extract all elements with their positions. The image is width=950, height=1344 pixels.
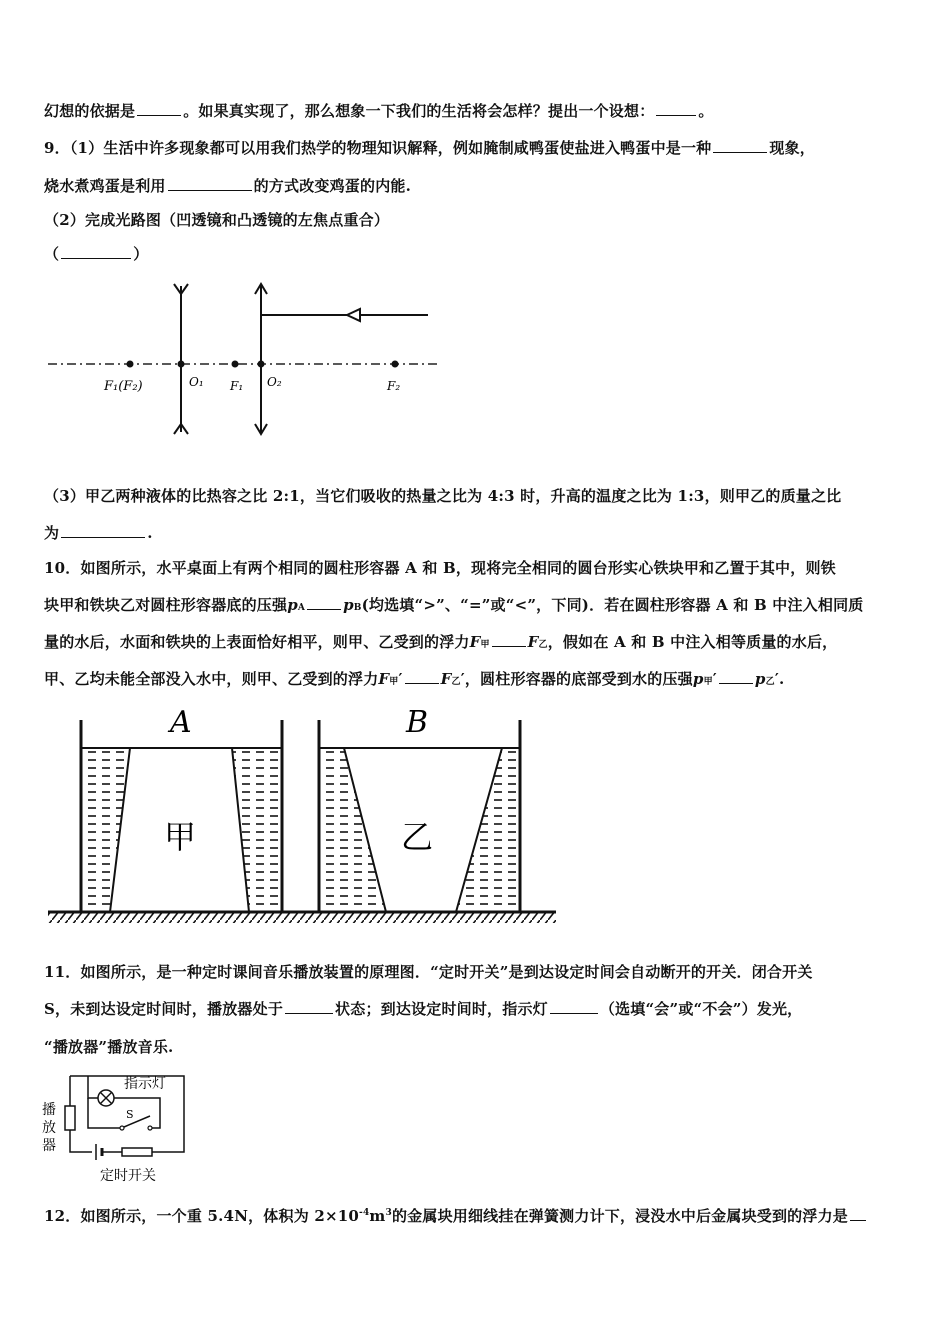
q10-line-2: 块甲和铁块乙对圆柱形容器底的压强pA pB(均选填“>”、“=”或“<”，下同)．若在圆柱形容器 A 和 B 中注入相同质 (44, 596, 864, 614)
q10-line-4: 甲、乙均未能全部没入水中，则甲、乙受到的浮力F甲′ F乙′，圆柱形容器的底部受到水的压强p甲′ p乙′. (44, 670, 785, 688)
q10-line-1: 10．如图所示，水平桌面上有两个相同的圆柱形容器 A 和 B，现将完全相同的圆台形实心铁块甲和乙置于其中，则铁 (44, 559, 836, 577)
point-o2 (258, 361, 265, 368)
label-o2: O₂ (267, 375, 282, 389)
answer-blank[interactable] (713, 138, 767, 153)
q11-line-2: S，未到达设定时间时，播放器处于 状态；到达设定时间时，指示灯 （选填“会”或“不会”）发光， (44, 1000, 803, 1018)
q10-line-3: 量的水后，水面和铁块的上表面恰好相平，则甲、乙受到的浮力F甲 F乙，假如在 A 和 B 中注入相等质量的水后， (44, 633, 838, 651)
label-jia: 甲 (164, 818, 197, 856)
point-o1 (178, 361, 185, 368)
label-player-3: 器 (42, 1138, 56, 1154)
label-a: A (170, 705, 192, 740)
container-b (319, 705, 520, 912)
label-player-2: 放 (42, 1120, 56, 1136)
answer-blank[interactable] (405, 669, 439, 684)
q9-part-3: （3）甲乙两种液体的比热容之比 2:1，当它们吸收的热量之比为 4:3 时，升高的温度之比为 1:3，则甲乙的质量之比 (44, 487, 842, 505)
label-f1: F₁ (230, 379, 244, 393)
answer-blank[interactable] (492, 632, 526, 647)
label-player-1: 播 (42, 1102, 56, 1118)
label-timer: 定时开关 (100, 1168, 156, 1184)
point-f1f2 (127, 361, 134, 368)
q9-part-3-answer: 为 . (44, 524, 153, 542)
answer-blank[interactable] (850, 1206, 866, 1221)
circuit-diagram (40, 1068, 220, 1186)
answer-blank[interactable] (719, 669, 753, 684)
answer-blank[interactable] (550, 999, 598, 1014)
label-f1f2: F₁(F₂) (104, 379, 143, 394)
label-b: B (406, 705, 429, 740)
answer-blank[interactable] (285, 999, 333, 1014)
q11-line-3: “播放器”播放音乐. (44, 1038, 174, 1056)
answer-blank[interactable] (656, 101, 696, 116)
text-line-prev: 幻想的依据是 。如果真实现了，那么想象一下我们的生活将会怎样？提出一个设想： 。 (44, 102, 714, 120)
point-f2 (392, 361, 399, 368)
point-f1 (232, 361, 239, 368)
label-yi: 乙 (401, 818, 434, 856)
switch-s-icon (120, 1126, 124, 1130)
label-lamp: 指示灯 (124, 1076, 166, 1092)
q9-line-2: 烧水煮鸡蛋是利用 的方式改变鸡蛋的内能. (44, 177, 412, 195)
label-o1: O₁ (189, 375, 204, 389)
answer-blank[interactable] (137, 101, 181, 116)
ray-arrow-icon (347, 309, 360, 321)
container-a (81, 705, 282, 912)
q9-part-2-answer: （ ） (44, 245, 149, 263)
answer-blank[interactable] (61, 244, 131, 259)
q9-part-2: （2）完成光路图（凹透镜和凸透镜的左焦点重合） (44, 211, 390, 229)
containers-diagram (44, 700, 559, 932)
q9-line-1: 9．（1）生活中许多现象都可以用我们热学的物理知识解释，例如腌制咸鸭蛋使盐进入鸭蛋中是一种 现象， (44, 139, 815, 157)
timer-switch-box (122, 1148, 152, 1156)
label-f2: F₂ (387, 379, 401, 393)
answer-blank[interactable] (168, 176, 252, 191)
answer-blank[interactable] (61, 523, 145, 538)
answer-blank[interactable] (307, 595, 341, 610)
player-box (65, 1106, 75, 1130)
label-s: S (126, 1108, 134, 1121)
lens-ray-diagram (40, 280, 460, 450)
q11-line-1: 11．如图所示，是一种定时课间音乐播放装置的原理图．“定时开关”是到达设定时间会自动断开的开关．闭合开关 (44, 963, 813, 981)
q12-line-1: 12．如图所示，一个重 5.4N，体积为 $2\times 10^{-4}m^3$的金属块用细线挂在弹簧测力计下，浸没水中后金属块受到的浮力是 (44, 1205, 910, 1226)
